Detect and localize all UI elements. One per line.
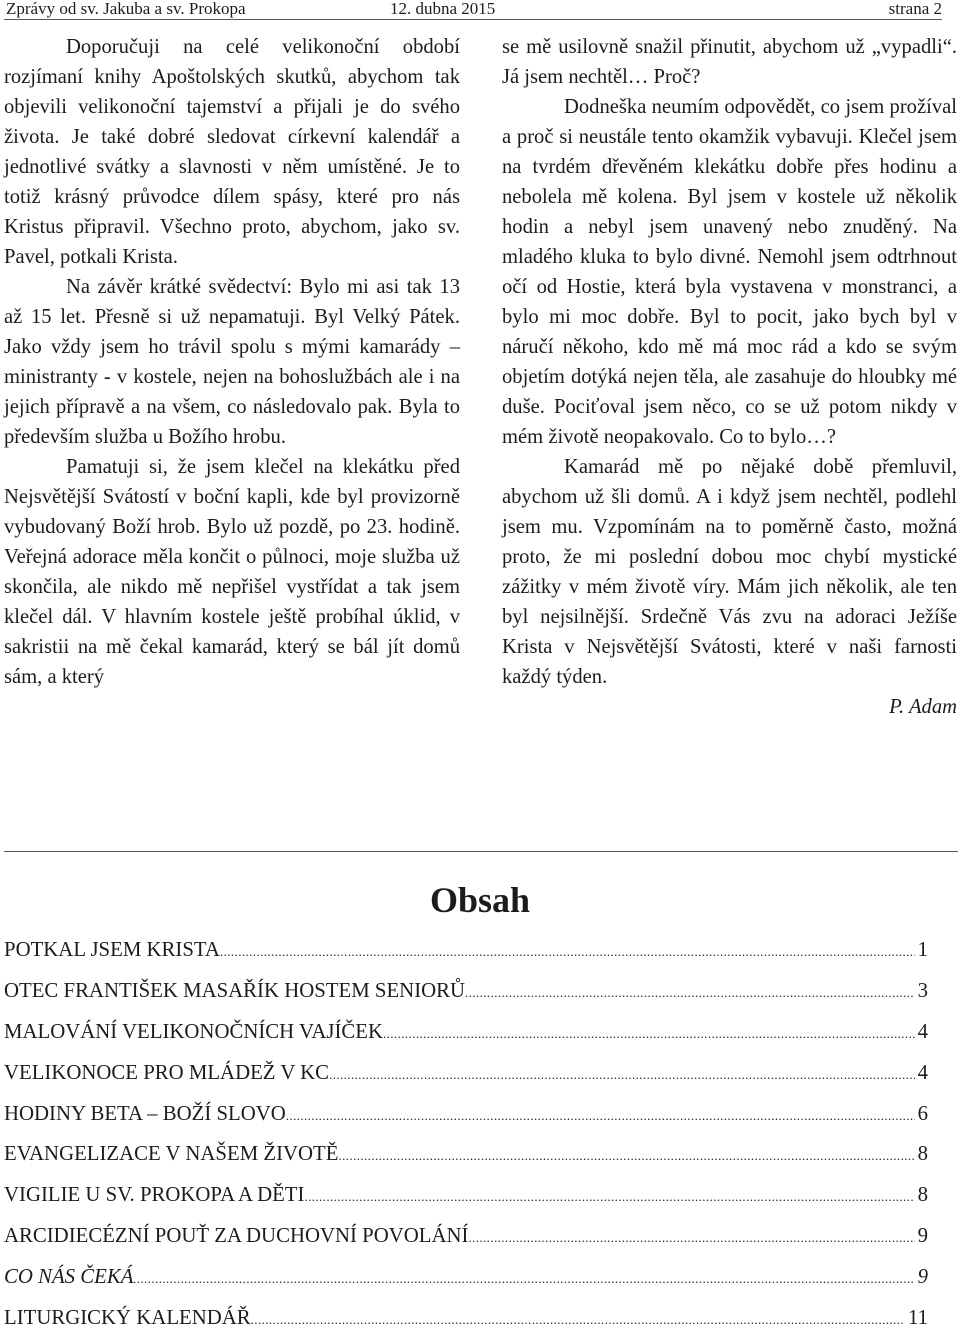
toc-leader-dots xyxy=(286,1098,915,1134)
toc-entry[interactable] xyxy=(4,1055,928,1096)
left-column xyxy=(4,32,460,692)
toc-entry-page: 4 xyxy=(917,1019,928,1043)
paragraph: Doporučuji na celé velikonoční období rozjímaní knihy Apoštolských skutků, abychom tak objevili velikonoční tajemství a přijali je do svého života. Je také dobré sledovat církevní kalendář a jednotlivé svátky a slavnosti v něm umístěné. Je to totiž krásný průvodce dílem spásy, které pro nás Kristus připravil. Všechno proto, abychom, jako sv. Pavel, potkali Krista. xyxy=(4,36,460,268)
toc-entry-title: POTKAL JSEM KRISTA xyxy=(4,938,220,961)
toc-entry-title: MALOVÁNÍ VELIKONOČNÍCH VAJÍČEK xyxy=(4,1019,383,1043)
toc-entry-page: 8 xyxy=(917,1142,928,1166)
toc-entry[interactable] xyxy=(4,1177,928,1218)
toc-entry-page: 1 xyxy=(917,938,928,961)
toc-leader-dots xyxy=(251,1302,905,1338)
toc-leader-dots xyxy=(304,1179,914,1215)
paragraph: Kamarád mě po nějaké době přemluvil, abychom už šli domů. A i když jsem nechtěl, podlehl jsem mu. Vzpomínám na to poměrně často, možná proto, že mi poslední dobou moc chybí mystické zážitky v mém životě víry. Mám jich několik, ale ten byl nejsilnější. Srdečně Vás zvu na adoraci Ježíše Krista v Nejsvětější Svátosti, které v naši farnosti každý týden. xyxy=(502,456,957,688)
toc-entry[interactable] xyxy=(4,1136,928,1177)
toc-entry-title: VELIKONOCE PRO MLÁDEŽ V KC xyxy=(4,1060,330,1084)
toc-entry[interactable] xyxy=(4,973,928,1014)
toc-entry-page: 9 xyxy=(917,1265,928,1289)
toc-entry-page: 9 xyxy=(917,1224,928,1248)
issue-date: 12. dubna 2015 xyxy=(390,0,496,18)
toc-entry[interactable] xyxy=(4,1014,928,1055)
paragraph: Na závěr krátké svědectví: Bylo mi asi tak 13 až 15 let. Přesně si už nepamatuji. Byl Velký Pátek. Jako vždy jsem ho trávil spolu s mými kamarády – ministranty - v kostele, nejen na bohoslužbách ale i na jejich přípravě a na všem, co následovalo pak. Byla to především služba u Božího hrobu. xyxy=(4,276,460,448)
right-column xyxy=(502,32,957,722)
toc-entry-title: CO NÁS ČEKÁ xyxy=(4,1265,134,1289)
page-header xyxy=(4,0,942,20)
paragraph: Dodneška neumím odpovědět, co jsem prožíval a proč si neustále tento okamžik vybavuji. Klečel jsem na tvrdém dřevěném klekátku dobře přes hodinu a nebolela mě kolena. Byl jsem v kostele už několik hodin a nebyl jsem unavený nebo znuděný. Na mladého kluka to bylo divné. Nemohl jsem odtrhnout očí od Hostie, která byla vystavena v monstranci, a bylo mi moc dobře. Byl to pocit, jako bych byl v náručí někoho, kdo mě má moc rád a kdo se svým objetím dotýká nejen těla, ale zasahuje do hloubky mé duše. Pociťoval jsem něco, co se už potom nikdy v mém životě neopakovalo. Co to bylo…? xyxy=(502,96,957,448)
newsletter-name: Zprávy od sv. Jakuba a sv. Prokopa xyxy=(6,0,246,18)
toc-leader-dots xyxy=(133,1261,914,1297)
toc-entry[interactable] xyxy=(4,1096,928,1137)
toc-entry-page: 3 xyxy=(917,978,928,1002)
toc-entry-title: EVANGELIZACE V NAŠEM ŽIVOTĚ xyxy=(4,1142,339,1166)
toc-heading: Obsah xyxy=(429,880,531,920)
toc-entry-page: 11 xyxy=(907,1306,928,1330)
toc-entry[interactable] xyxy=(4,1218,928,1259)
paragraph: se mě usilovně snažil přinutit, abychom už „vypadli“. Já jsem nechtěl… Proč? xyxy=(502,36,957,88)
toc-leader-dots xyxy=(220,934,915,970)
page-number: strana 2 xyxy=(888,0,942,18)
toc-entry-title: VIGILIE U SV. PROKOPA A DĚTI xyxy=(4,1183,305,1207)
toc-entry-page: 4 xyxy=(917,1060,928,1084)
toc-entry[interactable] xyxy=(4,1300,928,1341)
toc-entry-title: ARCIDIECÉZNÍ POUŤ ZA DUCHOVNÍ POVOLÁNÍ xyxy=(4,1224,469,1248)
section-divider xyxy=(4,851,958,852)
toc-leader-dots xyxy=(383,1016,915,1052)
paragraph: Pamatuji si, že jsem klečel na klekátku před Nejsvětější Svátostí v boční kapli, kde byl provizorně vybudovaný Boží hrob. Bylo už pozdě, po 23. hodině. Veřejná adorace měla končit o půlnoci, moje služba už skončila, ale nikdo mě nepřišel vystřídat a tak jsem klečel dál. V hlavním kostele ještě probíhal úklid, v sakristii na mě čekal kamarád, který se bál jít domů sám, a který xyxy=(4,456,460,688)
toc-leader-dots xyxy=(329,1057,915,1093)
toc-leader-dots xyxy=(468,1220,914,1256)
toc-entry-page: 6 xyxy=(917,1101,928,1125)
toc-entry-title: HODINY BETA – BOŽÍ SLOVO xyxy=(4,1101,286,1125)
toc-entry[interactable] xyxy=(4,1259,928,1300)
author-signature: P. Adam xyxy=(889,696,957,718)
toc-entry[interactable] xyxy=(4,932,928,973)
table-of-contents xyxy=(4,932,928,1341)
toc-entry-title: LITURGICKÝ KALENDÁŘ xyxy=(4,1306,251,1330)
toc-entry-page: 8 xyxy=(917,1183,928,1207)
toc-entry-title: OTEC FRANTIŠEK MASAŘÍK HOSTEM SENIORŮ xyxy=(4,978,466,1002)
toc-leader-dots xyxy=(338,1138,914,1174)
toc-leader-dots xyxy=(465,975,915,1011)
